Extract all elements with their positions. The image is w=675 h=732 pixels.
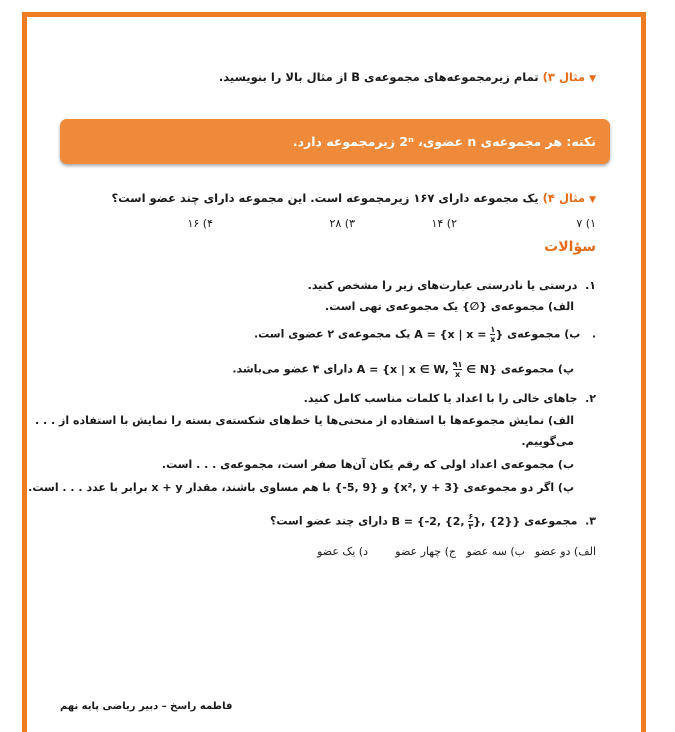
q2-c-set1: {x², y + 3}	[392, 481, 460, 494]
example4-line	[111, 191, 596, 205]
q3-frac-den: ۳	[468, 522, 474, 531]
questions-heading: سؤالات	[544, 239, 596, 255]
example4-text: یک مجموعه دارای ۱۶۷ زیرمجموعه است. این مجموعه دارای چند عضو است؟	[111, 191, 539, 205]
q3-suffix: دارای چند عضو است؟	[270, 514, 388, 528]
q1-c-frac-den: x	[454, 370, 461, 379]
q1-text: درستی یا نادرستی عبارت‌های زیر را مشخص کنید.	[307, 279, 578, 292]
q2-number: ۲.	[585, 392, 596, 405]
example4-option-4: ۴) ۱۶	[187, 217, 213, 230]
q3-option-b: ب) سه عضو	[466, 545, 525, 558]
triangle-marker-icon: ▼	[589, 195, 596, 205]
q3-set-b: }, {2}}	[473, 514, 521, 528]
q1-c-suffix: دارای ۴ عضو می‌باشد.	[232, 362, 353, 376]
q1-c-set-end: ∈ N}	[462, 362, 497, 376]
q2-text: جاهای خالی را با اعداد یا کلمات مناسب کامل کنید.	[303, 392, 578, 405]
q1-b-fraction	[490, 325, 495, 344]
note-text-a: هر مجموعه‌ی n عضوی،	[413, 134, 562, 149]
q3-option-c: ج) چهار عضو	[395, 545, 456, 558]
q3-frac-num: ۶	[468, 512, 474, 521]
footer-author: فاطمه راسخ – دبیر ریاضی پایه نهم	[60, 701, 233, 712]
q1-b-set: A = {x | x = $\frac{۱}{x}$ }	[414, 325, 504, 344]
q1-b-frac-num: ۱	[490, 325, 496, 334]
q2-line	[304, 392, 596, 405]
note-text	[293, 134, 596, 149]
example3-text: تمام زیرمجموعه‌های مجموعه‌ی B از مثال بالا را بنویسید.	[218, 70, 539, 84]
q2-c-set2: {-5, 9}	[334, 481, 378, 494]
note-box	[60, 119, 610, 164]
q3-line	[270, 512, 596, 531]
q2-c-and: و	[381, 481, 389, 494]
q1-c-set-text: A = {x | x ∈ W,	[356, 362, 453, 376]
example3-line	[219, 70, 596, 84]
q1-c-fraction	[453, 360, 463, 379]
q1-line	[308, 279, 596, 292]
q1-a: الف) مجموعه‌ی {∅} یک مجموعه‌ی تهی است.	[325, 300, 574, 313]
note-text-b: زیرمجموعه دارد.	[292, 134, 400, 149]
q1-number: ۱.	[585, 279, 596, 292]
q3-option-d: د) یک عضو	[317, 545, 368, 558]
q3-option-a: الف) دو عضو	[534, 545, 596, 558]
q1-b-suffix: یک مجموعه‌ی ۲ عضوی است.	[253, 327, 411, 341]
q2-b: ب) مجموعه‌ی اعداد اولی که رقم یکان آن‌ها صفر است، مجموعه‌ی . . . است.	[161, 458, 574, 471]
note-prefix: نکته:	[566, 134, 596, 149]
q2-c	[28, 481, 574, 494]
q1-c-set	[356, 360, 497, 379]
q1-b-frac-den: x	[490, 335, 496, 344]
triangle-marker-icon: ▼	[589, 74, 596, 84]
q2-a2: می‌گوییم.	[521, 435, 574, 448]
example4-option-1: ۱) ۷	[576, 217, 596, 230]
q2-c-suffix: با هم مساوی باشند، مقدار x + y برابر با عدد . . . است.	[28, 481, 331, 494]
q2-c-prefix: پ) اگر دو مجموعه‌ی	[463, 481, 574, 494]
example4-label: مثال ۴)	[542, 191, 586, 205]
q1-bullet: .	[591, 327, 596, 341]
q2-a1: الف) نمایش مجموعه‌ها با استفاده از منحنی‌ها یا خط‌های شکسته‌ی بسته را نمایش با استفاده از . . .	[35, 414, 574, 427]
q3-set	[391, 512, 521, 531]
q1-c	[232, 360, 574, 379]
q1-b	[254, 325, 596, 344]
q1-c-prefix: پ) مجموعه‌ی	[500, 362, 574, 376]
q3-set-a: B = {-2, {2,	[391, 514, 469, 528]
q3-prefix: مجموعه‌ی	[524, 514, 578, 528]
q1-b-set-text: A = {x | x =	[414, 327, 491, 341]
q1-c-frac-num: ۹۱	[452, 360, 463, 369]
example4-option-3: ۳) ۲۸	[329, 217, 355, 230]
note-power: 2ⁿ	[399, 134, 414, 149]
q3-number: ۳.	[585, 514, 596, 528]
q1-b-prefix: ب) مجموعه‌ی	[507, 327, 581, 341]
example4-option-2: ۲) ۱۴	[431, 217, 457, 230]
example3-label: مثال ۳)	[542, 70, 586, 84]
